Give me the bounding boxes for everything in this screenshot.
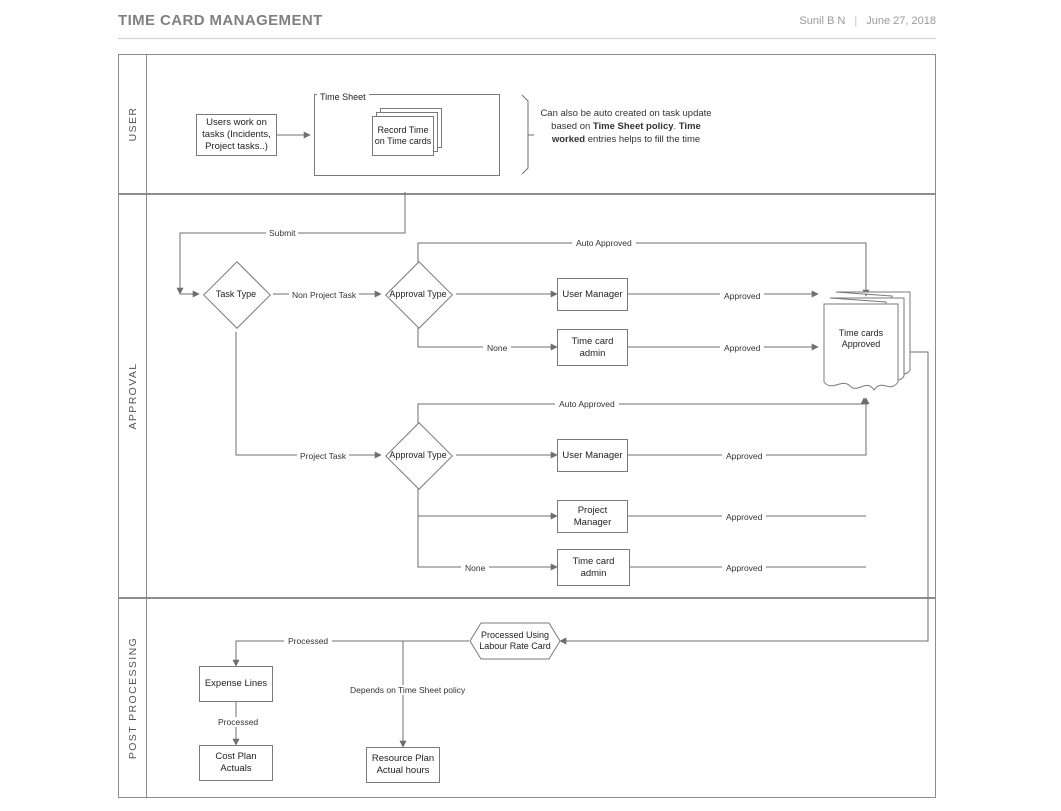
auto-create-note-part1: Can also be auto created on task update based on xyxy=(540,108,712,132)
auto-approved-label-1: Auto Approved xyxy=(572,238,636,248)
record-time-label: Record Time on Time cards xyxy=(374,124,432,146)
swimlane-post-processing-label: POST PROCESSING xyxy=(126,636,139,760)
record-time-node[interactable] xyxy=(372,108,444,160)
processed-label-1: Processed xyxy=(284,636,332,646)
header-author: Sunil B N xyxy=(799,15,846,27)
swimlane-approval-label: APPROVAL xyxy=(126,362,139,430)
time-sheet-container-title: Time Sheet xyxy=(317,92,369,102)
approved-label-2: Approved xyxy=(720,343,764,353)
time-cards-approved-label: Time cards Approved xyxy=(838,327,884,349)
auto-create-note-part3: entries helps to fill the time xyxy=(585,133,701,145)
header-meta xyxy=(799,15,936,27)
approval-type-2-label: Approval Type xyxy=(389,449,447,460)
task-type-decision[interactable] xyxy=(199,256,273,332)
non-project-task-label: Non Project Task xyxy=(289,290,359,300)
auto-approved-label-2: Auto Approved xyxy=(555,399,619,409)
users-work-on-tasks-node[interactable]: Users work on tasks (Incidents, Project tasks..) xyxy=(196,114,277,156)
user-manager-node-2[interactable]: User Manager xyxy=(557,439,628,472)
cost-plan-actuals-node[interactable]: Cost Plan Actuals xyxy=(199,745,273,781)
time-card-admin-node-1[interactable]: Time card admin xyxy=(557,329,628,366)
approved-label-5: Approved xyxy=(722,563,766,573)
time-cards-approved-node[interactable] xyxy=(818,288,914,400)
page-header xyxy=(118,10,936,39)
swimlane-post-label-cell xyxy=(119,599,147,797)
project-task-label: Project Task xyxy=(297,451,349,461)
swimlane-user-label: USER xyxy=(126,106,139,142)
approved-label-1: Approved xyxy=(720,291,764,301)
expense-lines-node[interactable]: Expense Lines xyxy=(199,666,273,702)
header-separator: | xyxy=(854,15,858,27)
user-manager-node-1[interactable]: User Manager xyxy=(557,278,628,311)
depends-on-policy-label: Depends on Time Sheet policy xyxy=(346,685,469,695)
header-date: June 27, 2018 xyxy=(866,15,936,27)
time-card-admin-node-2[interactable]: Time card admin xyxy=(557,549,630,586)
project-manager-node[interactable]: Project Manager xyxy=(557,500,628,533)
approval-type-1-label: Approval Type xyxy=(389,288,447,299)
approval-type-decision-2[interactable] xyxy=(381,417,455,493)
auto-create-note-bold1: Time Sheet policy xyxy=(592,120,674,132)
approval-type-decision-1[interactable] xyxy=(381,256,455,332)
auto-create-note-part2: . xyxy=(673,120,679,132)
task-type-label: Task Type xyxy=(215,288,257,299)
processed-label-2: Processed xyxy=(214,717,262,727)
processed-using-labour-rate-card-node[interactable] xyxy=(469,622,561,660)
approved-label-3: Approved xyxy=(722,451,766,461)
swimlane-user-label-cell xyxy=(119,55,147,193)
none-label-2: None xyxy=(461,563,489,573)
submit-label: Submit xyxy=(266,228,298,238)
none-label-1: None xyxy=(483,343,511,353)
page-title: TIME CARD MANAGEMENT xyxy=(118,12,323,29)
swimlane-approval xyxy=(118,194,936,598)
auto-create-note-bold2: Time worked xyxy=(551,120,701,145)
swimlane-approval-label-cell xyxy=(119,195,147,597)
approved-label-4: Approved xyxy=(722,512,766,522)
auto-create-note xyxy=(538,108,714,146)
resource-plan-actual-hours-node[interactable]: Resource Plan Actual hours xyxy=(366,747,440,783)
processed-using-label: Processed Using Labour Rate Card xyxy=(479,629,551,651)
